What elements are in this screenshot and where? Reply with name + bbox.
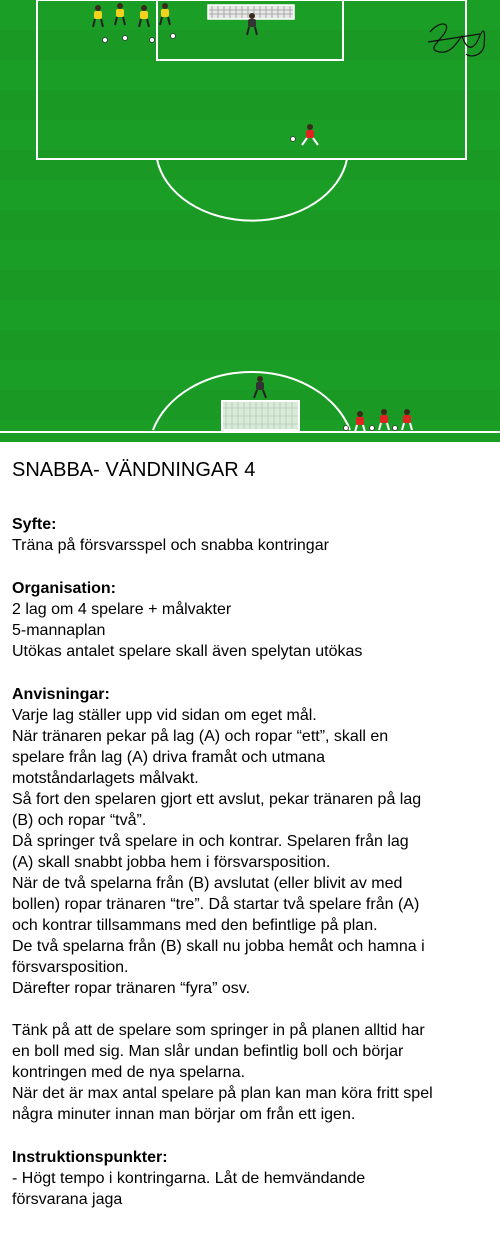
text-line: - Högt tempo i kontringarna. Låt de hemvändande bbox=[12, 1170, 366, 1187]
text-line: De två spelarna från (B) skall nu jobba hemåt och hamna i bbox=[12, 938, 425, 955]
document-body bbox=[12, 458, 492, 1232]
text-line: Därefter ropar tränaren “fyra” osv. bbox=[12, 980, 251, 997]
text-line: bollen) ropar tränaren “tre”. Då startar två spelare från (A) bbox=[12, 896, 420, 913]
section-heading: Syfte: bbox=[12, 516, 57, 533]
text-line: (A) skall snabbt jobba hem i försvarsposition. bbox=[12, 854, 331, 871]
text-line: När de två spelarna från (B) avslutat (eller blivit av med bbox=[12, 875, 403, 892]
text-line: Tänk på att de spelare som springer in på planen alltid har bbox=[12, 1022, 425, 1039]
section-1 bbox=[12, 578, 492, 662]
text-line: försvarana jaga bbox=[12, 1191, 123, 1208]
section-heading: Organisation: bbox=[12, 580, 117, 597]
text-line: Då springer två spelare in och kontrar. Spelaren från lag bbox=[12, 833, 409, 850]
text-line: kontringen med de nya spelarna. bbox=[12, 1064, 246, 1081]
text-line: försvarsposition. bbox=[12, 959, 129, 976]
text-line: motståndarlagets målvakt. bbox=[12, 770, 199, 787]
text-line: Så fort den spelaren gjort ett avslut, pekar tränaren på lag bbox=[12, 791, 422, 808]
text-line: några minuter innan man börjar om från ett igen. bbox=[12, 1106, 356, 1123]
text-line: (B) och ropar “två”. bbox=[12, 812, 147, 829]
section-2 bbox=[12, 684, 492, 1125]
text-line: 5-mannaplan bbox=[12, 622, 106, 639]
section-heading: Instruktionspunkter: bbox=[12, 1149, 168, 1166]
section-0 bbox=[12, 514, 492, 556]
text-line: och kontrar tillsammans med den befintlige på plan. bbox=[12, 917, 378, 934]
text-line: spelare från lag (A) driva framåt och utmana bbox=[12, 749, 326, 766]
text-line bbox=[12, 999, 492, 1020]
page-title: SNABBA- VÄNDNINGAR 4 bbox=[12, 459, 256, 481]
text-line: Utökas antalet spelare skall även spelytan utökas bbox=[12, 643, 363, 660]
section-3 bbox=[12, 1147, 492, 1210]
text-line: Träna på försvarsspel och snabba kontringar bbox=[12, 537, 329, 554]
pitch-diagram bbox=[0, 0, 500, 442]
text-line: När det är max antal spelare på plan kan man köra fritt spel bbox=[12, 1085, 433, 1102]
text-line: Varje lag ställer upp vid sidan om eget mål. bbox=[12, 707, 317, 724]
section-heading: Anvisningar: bbox=[12, 686, 110, 703]
text-line: en boll med sig. Man slår undan befintlig boll och börjar bbox=[12, 1043, 404, 1060]
text-line: När tränaren pekar på lag (A) och ropar “ett”, skall en bbox=[12, 728, 389, 745]
text-line: 2 lag om 4 spelare + målvakter bbox=[12, 601, 232, 618]
bottom-goal bbox=[222, 401, 299, 430]
